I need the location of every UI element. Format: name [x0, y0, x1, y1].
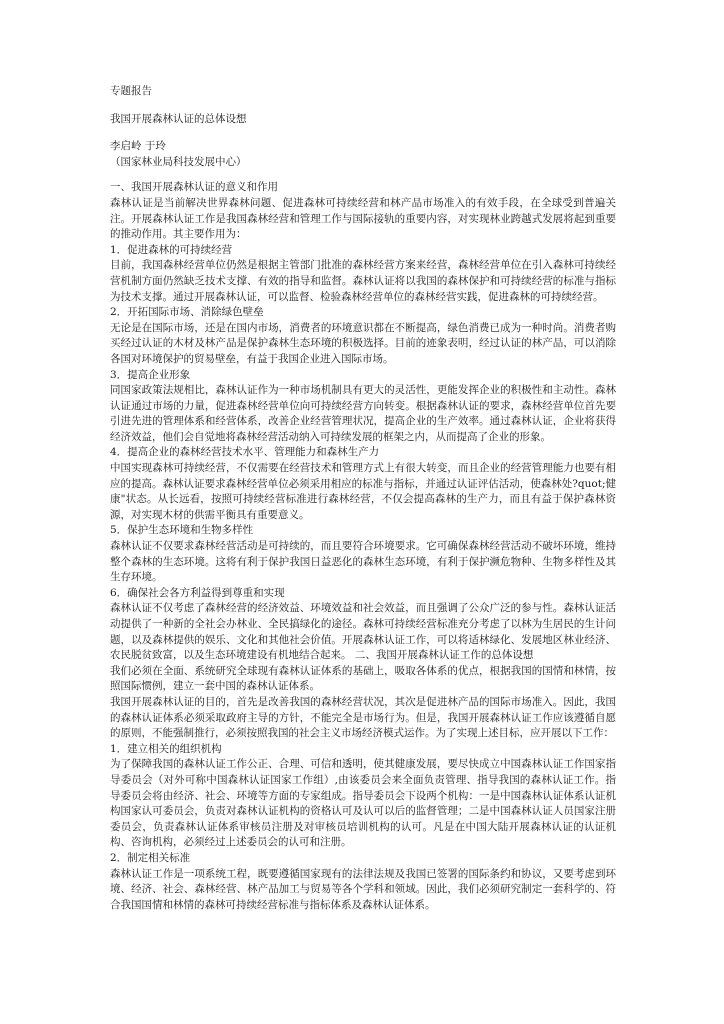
- section-1-intro: 森林认证是当前解决世界森林问题、促进森林可持续经营和林产品市场准入的有效手段，在全球受到普遍关注。开展森林认证工作是我国森林经营和管理工作与国际接轨的重要内容，对实现林业跨越式发展将起到重要的推动作用。其主要作用为：: [110, 196, 616, 241]
- subsection-3-text: 同国家政策法规相比，森林认证作为一种市场机制具有更大的灵活性，更能发挥企业的积极性和主动性。森林认证通过市场的力量，促进森林经营单位向可持续经营方向转变。根据森林认证的要求，森林经营单位首先要引进先进的管理体系和经营体系，改善企业经营管理状况，提高企业的生产效率。通过森林认证，企业将获得经济效益，他们会自觉地将森林经营活动纳入可持续发展的框架之内，从而提高了企业的形象。: [110, 384, 616, 443]
- section-1-heading: 一、我国开展森林认证的意义和作用: [110, 181, 278, 194]
- item-1-text: 为了保障我国的森林认证工作公正、合理、可信和透明，使其健康发展，要尽快成立中国森林认证工作国家指导委员会（对外可称中国森林认证国家工作组）,由该委员会来全面负责管理、指导我国的森林认证工作。指导委员会将由经济、社会、环境等方面的专家组成。指导委员会下设两个机构：一是中国森林认证体系认证机构国家认可委员会，负责对森林认证机构的资格认可及认可以后的监督管理；二是中国森林认证人员国家注册委员会，负责森林认证体系审核员注册及对审核员培训机构的认可。凡是在中国大陆开展森林认证的认证机构、咨询机构，必须经过上述委员会的认可和注册。: [110, 758, 616, 849]
- report-label: 专题报告: [110, 85, 152, 97]
- subsection-6-text: 森林认证不仅考虑了森林经营的经济效益、环境效益和社会效益，而且强调了公众广泛的参与性。森林认证活动提供了一种新的全社会办林业、全民搞绿化的途径。森林可持续经营标准充分考虑了以林为生居民的生计问题，以及森林提供的娱乐、文化和其他社会价值。开展森林认证工作，可以将适林绿化、发展地区林业经济、农民脱贫致富，以及生态环境建设有机地结合起来。 二、我国开展森林认证工作的总体设想: [110, 602, 616, 662]
- affiliation: （国家林业局科技发展中心）: [110, 155, 247, 168]
- subsection-5-text: 森林认证不仅要求森林经营活动是可持续的，而且要符合环境要求。它可确保森林经营活动不破坏环境，维持整个森林的生态环境。这将有利于保护我国日益恶化的森林生态环境，有利于保护濒危物种、生物多样性及其生存环境。: [110, 540, 616, 584]
- subsection-2-heading: 2．开拓国际市场、消除绿色壁垒: [110, 306, 264, 319]
- item-1-heading: 1．建立相关的组织机构: [110, 742, 222, 755]
- section-2-paragraph-1: 我们必须在全面、系统研究全球现有森林认证体系的基础上，吸取各体系的优点，根据我国的国情和林情，按照国际惯例，建立一套中国的森林认证体系。: [110, 664, 616, 693]
- subsection-1-text: 目前，我国森林经营单位仍然是根据主管部门批准的森林经营方案来经营，森林经营单位在引入森林可持续经营机制方面仍然缺乏技术支撑、有效的指导和监督。森林认证将以我国的森林保护和可持续经营的标准与指标为技术支撑。通过开展森林认证，可以监督、检验森林经营单位的森林经营实践，促进森林的可持续经营。: [110, 259, 616, 303]
- section-2-paragraph-2: 我国开展森林认证的目的，首先是改善我国的森林经营状况，其次是促进林产品的国际市场准入。因此，我国的森林认证体系必须采取政府主导的方针，不能完全是市场行为。但是，我国开展森林认证工作应该遵循自愿的原则，不能强制推行，必须按照我国的社会主义市场经济模式运作。为了实现上述目标，应开展以下工作：: [110, 695, 616, 740]
- document-page: [110, 84, 616, 913]
- subsection-4-text: 中国实现森林可持续经营，不仅需要在经营技术和管理方式上有很大转变，而且企业的经营管理能力也要有相应的提高。森林认证要求森林经营单位必须采用相应的标准与指标，并通过认证评估活动，使森林处?quot;健康"状态。从长远看，按照可持续经营标准进行森林经营，不仅会提高森林的生产力，而且有益于保护森林资源，对实现木材的供需平衡具有重要意义。: [110, 462, 616, 521]
- subsection-1-heading: 1．促进森林的可持续经营: [110, 243, 233, 256]
- subsection-3-heading: 3．提高企业形象: [110, 368, 191, 381]
- subsection-5-heading: 5．保护生态环境和生物多样性: [110, 524, 254, 537]
- item-2-text: 森林认证工作是一项系统工程，既要遵循国家现有的法律法规及我国已签署的国际条约和协议，又要考虑到环境、经济、社会、森林经营、林产品加工与贸易等各个学科和领域。因此，我们必须研究制定一套科学的、符合我国国情和林情的森林可持续经营标准与指标体系及森林认证体系。: [110, 867, 616, 911]
- subsection-6-heading: 6．确保社会各方利益得到尊重和实现: [110, 586, 285, 599]
- item-2-heading: 2．制定相关标准: [110, 851, 191, 864]
- subsection-2-text: 无论是在国际市场，还是在国内市场，消费者的环境意识都在不断提高，绿色消费已成为一种时尚。消费者购买经过认证的木材及林产品是保护森林生态环境的积极选择。目前的迹象表明，经过认证的林产品，可以消除各国对环境保护的贸易壁垒，有益于我国企业进入国际市场。: [110, 321, 616, 365]
- authors: 李启岭 于玲: [110, 140, 166, 153]
- subsection-4-heading: 4．提高企业的森林经营技术水平、管理能力和森林生产力: [110, 446, 380, 459]
- document-title: 我国开展森林认证的总体设想: [110, 112, 247, 125]
